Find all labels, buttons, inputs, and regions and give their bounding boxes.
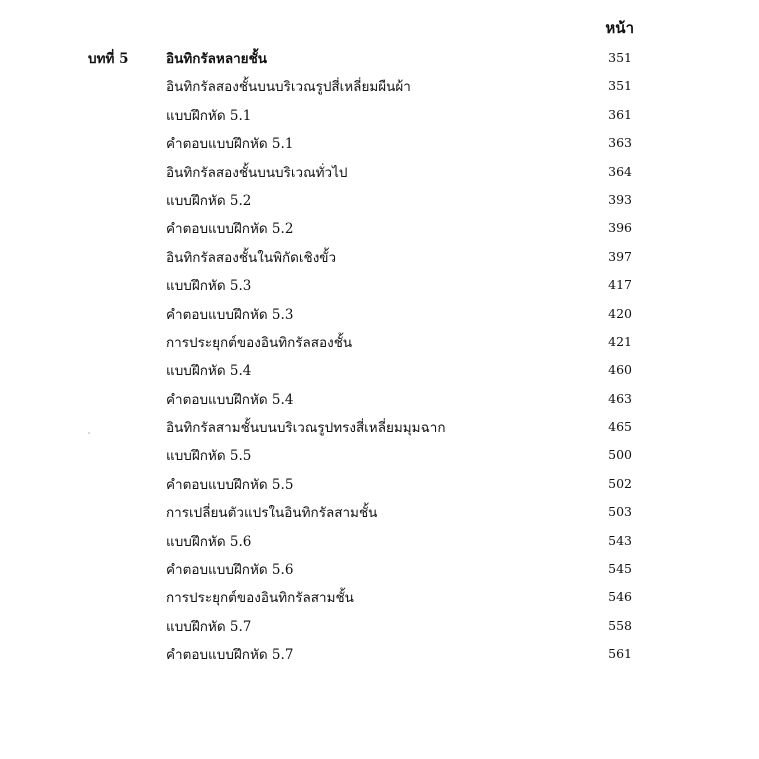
entry-title: อินทิกรัลสองชั้นบนบริเวณรูปสี่เหลี่ยมผืนผ้า	[166, 79, 411, 96]
entry-page-number: 421	[608, 333, 632, 349]
entry-title: แบบฝึกหัด 5.3	[166, 278, 252, 295]
entry-page-number: 502	[608, 475, 632, 491]
entry-page-number: 351	[608, 78, 632, 94]
entry-page-number: 463	[608, 390, 632, 406]
entry-page-number: 546	[608, 589, 632, 605]
entry-title: อินทิกรัลสามชั้นบนบริเวณรูปทรงสี่เหลี่ยมมุมฉาก	[166, 420, 446, 437]
toc-entry	[166, 328, 636, 356]
entry-title: แบบฝึกหัด 5.7	[166, 618, 252, 635]
entry-title: อินทิกรัลสองชั้นบนบริเวณทั่วไป	[166, 164, 348, 181]
toc-entry	[166, 101, 636, 129]
toc-entry	[166, 158, 636, 186]
toc-entry	[166, 129, 636, 157]
entry-page-number: 558	[608, 617, 632, 633]
entry-title: แบบฝึกหัด 5.4	[166, 363, 252, 380]
entry-page-number: 364	[608, 163, 632, 179]
entry-page-number: 503	[608, 504, 632, 520]
entry-page-number: 417	[608, 277, 632, 293]
entry-title: การเปลี่ยนตัวแปรในอินทิกรัลสามชั้น	[166, 505, 378, 522]
entry-title: แบบฝึกหัด 5.5	[166, 448, 252, 465]
entry-title: อินทิกรัลสองชั้นในพิกัดเชิงขั้ว	[166, 249, 337, 266]
entry-title: คำตอบแบบฝึกหัด 5.4	[166, 391, 294, 408]
toc-entry	[166, 555, 636, 583]
entry-title: คำตอบแบบฝึกหัด 5.7	[166, 647, 294, 664]
toc-entry	[166, 300, 636, 328]
toc-entry	[166, 498, 636, 526]
toc-entry	[166, 385, 636, 413]
entry-title: คำตอบแบบฝึกหัด 5.5	[166, 476, 294, 493]
chapter-title: อินทิกรัลหลายชั้น	[166, 51, 267, 67]
toc-entry	[166, 640, 636, 668]
toc-entry	[166, 243, 636, 271]
table-of-contents	[166, 44, 636, 669]
toc-entry	[166, 583, 636, 611]
entry-page-number: 500	[608, 447, 632, 463]
toc-entry	[166, 413, 636, 441]
entry-page-number: 465	[608, 419, 632, 435]
entry-page-number: 397	[608, 248, 632, 264]
toc-entry	[166, 271, 636, 299]
toc-entry	[166, 214, 636, 242]
entry-title: การประยุกต์ของอินทิกรัลสองชั้น	[166, 334, 353, 351]
entry-title: คำตอบแบบฝึกหัด 5.1	[166, 136, 294, 153]
entry-page-number: 396	[608, 220, 632, 236]
toc-entry	[166, 356, 636, 384]
chapter-row	[166, 44, 636, 72]
entry-page-number: 363	[608, 135, 632, 151]
toc-entry	[166, 527, 636, 555]
scan-speck	[88, 432, 90, 434]
entry-title: การประยุกต์ของอินทิกรัลสามชั้น	[166, 590, 354, 607]
entry-page-number: 543	[608, 532, 632, 548]
entry-title: คำตอบแบบฝึกหัด 5.6	[166, 562, 294, 579]
toc-entry	[166, 72, 636, 100]
toc-entry	[166, 470, 636, 498]
entry-page-number: 361	[608, 106, 632, 122]
toc-entry	[166, 186, 636, 214]
entry-page-number: 393	[608, 191, 632, 207]
chapter-label: บทที่ 5	[88, 51, 129, 67]
toc-entry	[166, 441, 636, 469]
chapter-page-number: 351	[608, 50, 632, 65]
entry-title: แบบฝึกหัด 5.6	[166, 533, 252, 550]
entry-page-number: 561	[608, 646, 632, 662]
entry-page-number: 420	[608, 305, 632, 321]
page-column-header: หน้า	[605, 19, 634, 37]
entry-title: คำตอบแบบฝึกหัด 5.2	[166, 221, 294, 238]
entry-title: แบบฝึกหัด 5.1	[166, 107, 252, 124]
entry-title: แบบฝึกหัด 5.2	[166, 192, 252, 209]
entry-page-number: 545	[608, 561, 632, 577]
entry-title: คำตอบแบบฝึกหัด 5.3	[166, 306, 294, 323]
entry-page-number: 460	[608, 362, 632, 378]
toc-entry	[166, 612, 636, 640]
